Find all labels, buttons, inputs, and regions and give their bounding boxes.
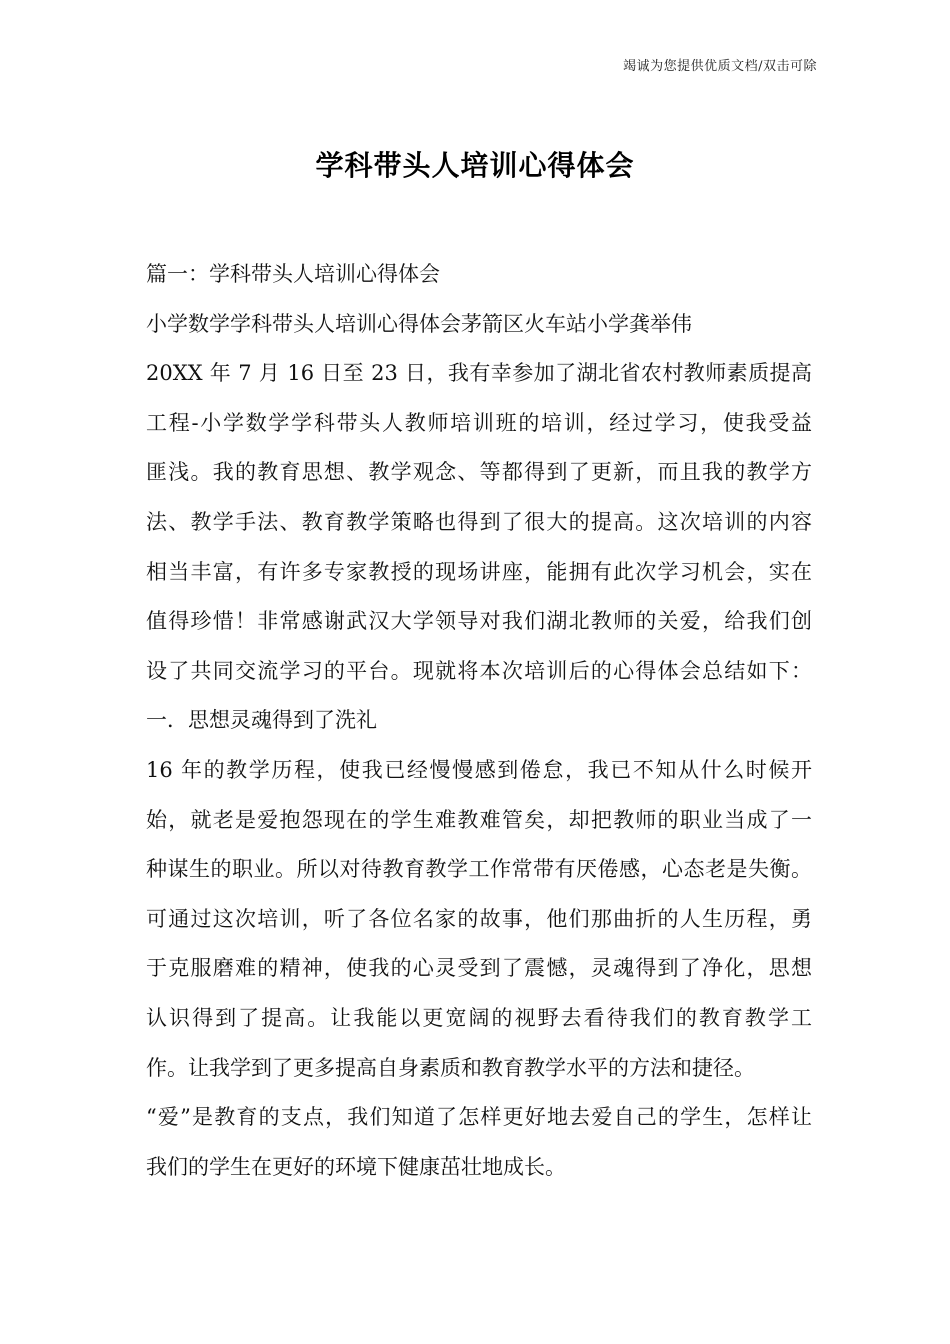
document-title: 学科带头人培训心得体会 [315,149,635,182]
subsection-heading: 一．思想灵魂得到了洗礼 [146,708,377,733]
text-line: 设了共同交流学习的平台。现就将本次培训后的心得体会总结如下： [146,658,812,683]
section-heading: 篇一：学科带头人培训心得体会 [146,262,440,286]
text-line: 种谋生的职业。所以对待教育教学工作常带有厌倦感，心态老是失衡。 [146,857,812,882]
text-line: 法、教学手法、教育教学策略也得到了很大的提高。这次培训的内容 [146,509,812,534]
document-body [146,250,836,1192]
text-line: 匪浅。我的教育思想、教学观念、等都得到了更新，而且我的教学方 [146,460,812,485]
text-line: 20XX 年 7 月 16 日至 23 日，我有幸参加了湖北省农村教师素质提高 [146,361,812,386]
text-line: 于克服磨难的精神，使我的心灵受到了震憾，灵魂得到了净化，思想 [146,956,812,981]
text-line: 认识得到了提高。让我能以更宽阔的视野去看待我们的教育教学工 [146,1005,812,1030]
text-line: 16 年的教学历程，使我已经慢慢感到倦怠，我已不知从什么时候开 [146,757,812,782]
text-line: 可通过这次培训，听了各位名家的故事，他们那曲折的人生历程，勇 [146,906,812,931]
text-line: 作。让我学到了更多提高自身素质和教育教学水平的方法和捷径。 [146,1055,755,1080]
text-line: 我们的学生在更好的环境下健康茁壮地成长。 [146,1154,566,1179]
text-line: “爱”是教育的支点，我们知道了怎样更好地去爱自己的学生，怎样让 [146,1105,812,1130]
text-line: 值得珍惜！非常感谢武汉大学领导对我们湖北教师的关爱，给我们创 [146,609,812,634]
text-line: 始，就老是爱抱怨现在的学生难教难管矣，却把教师的职业当成了一 [146,807,812,832]
text-line: 小学数学学科带头人培训心得体会茅箭区火车站小学龚举伟 [146,311,692,336]
text-line: 相当丰富，有许多专家教授的现场讲座，能拥有此次学习机会，实在 [146,559,812,584]
text-line: 工程-小学数学学科带头人教师培训班的培训，经过学习，使我受益 [146,410,812,435]
header-note: 竭诚为您提供优质文档/双击可除 [623,59,817,74]
